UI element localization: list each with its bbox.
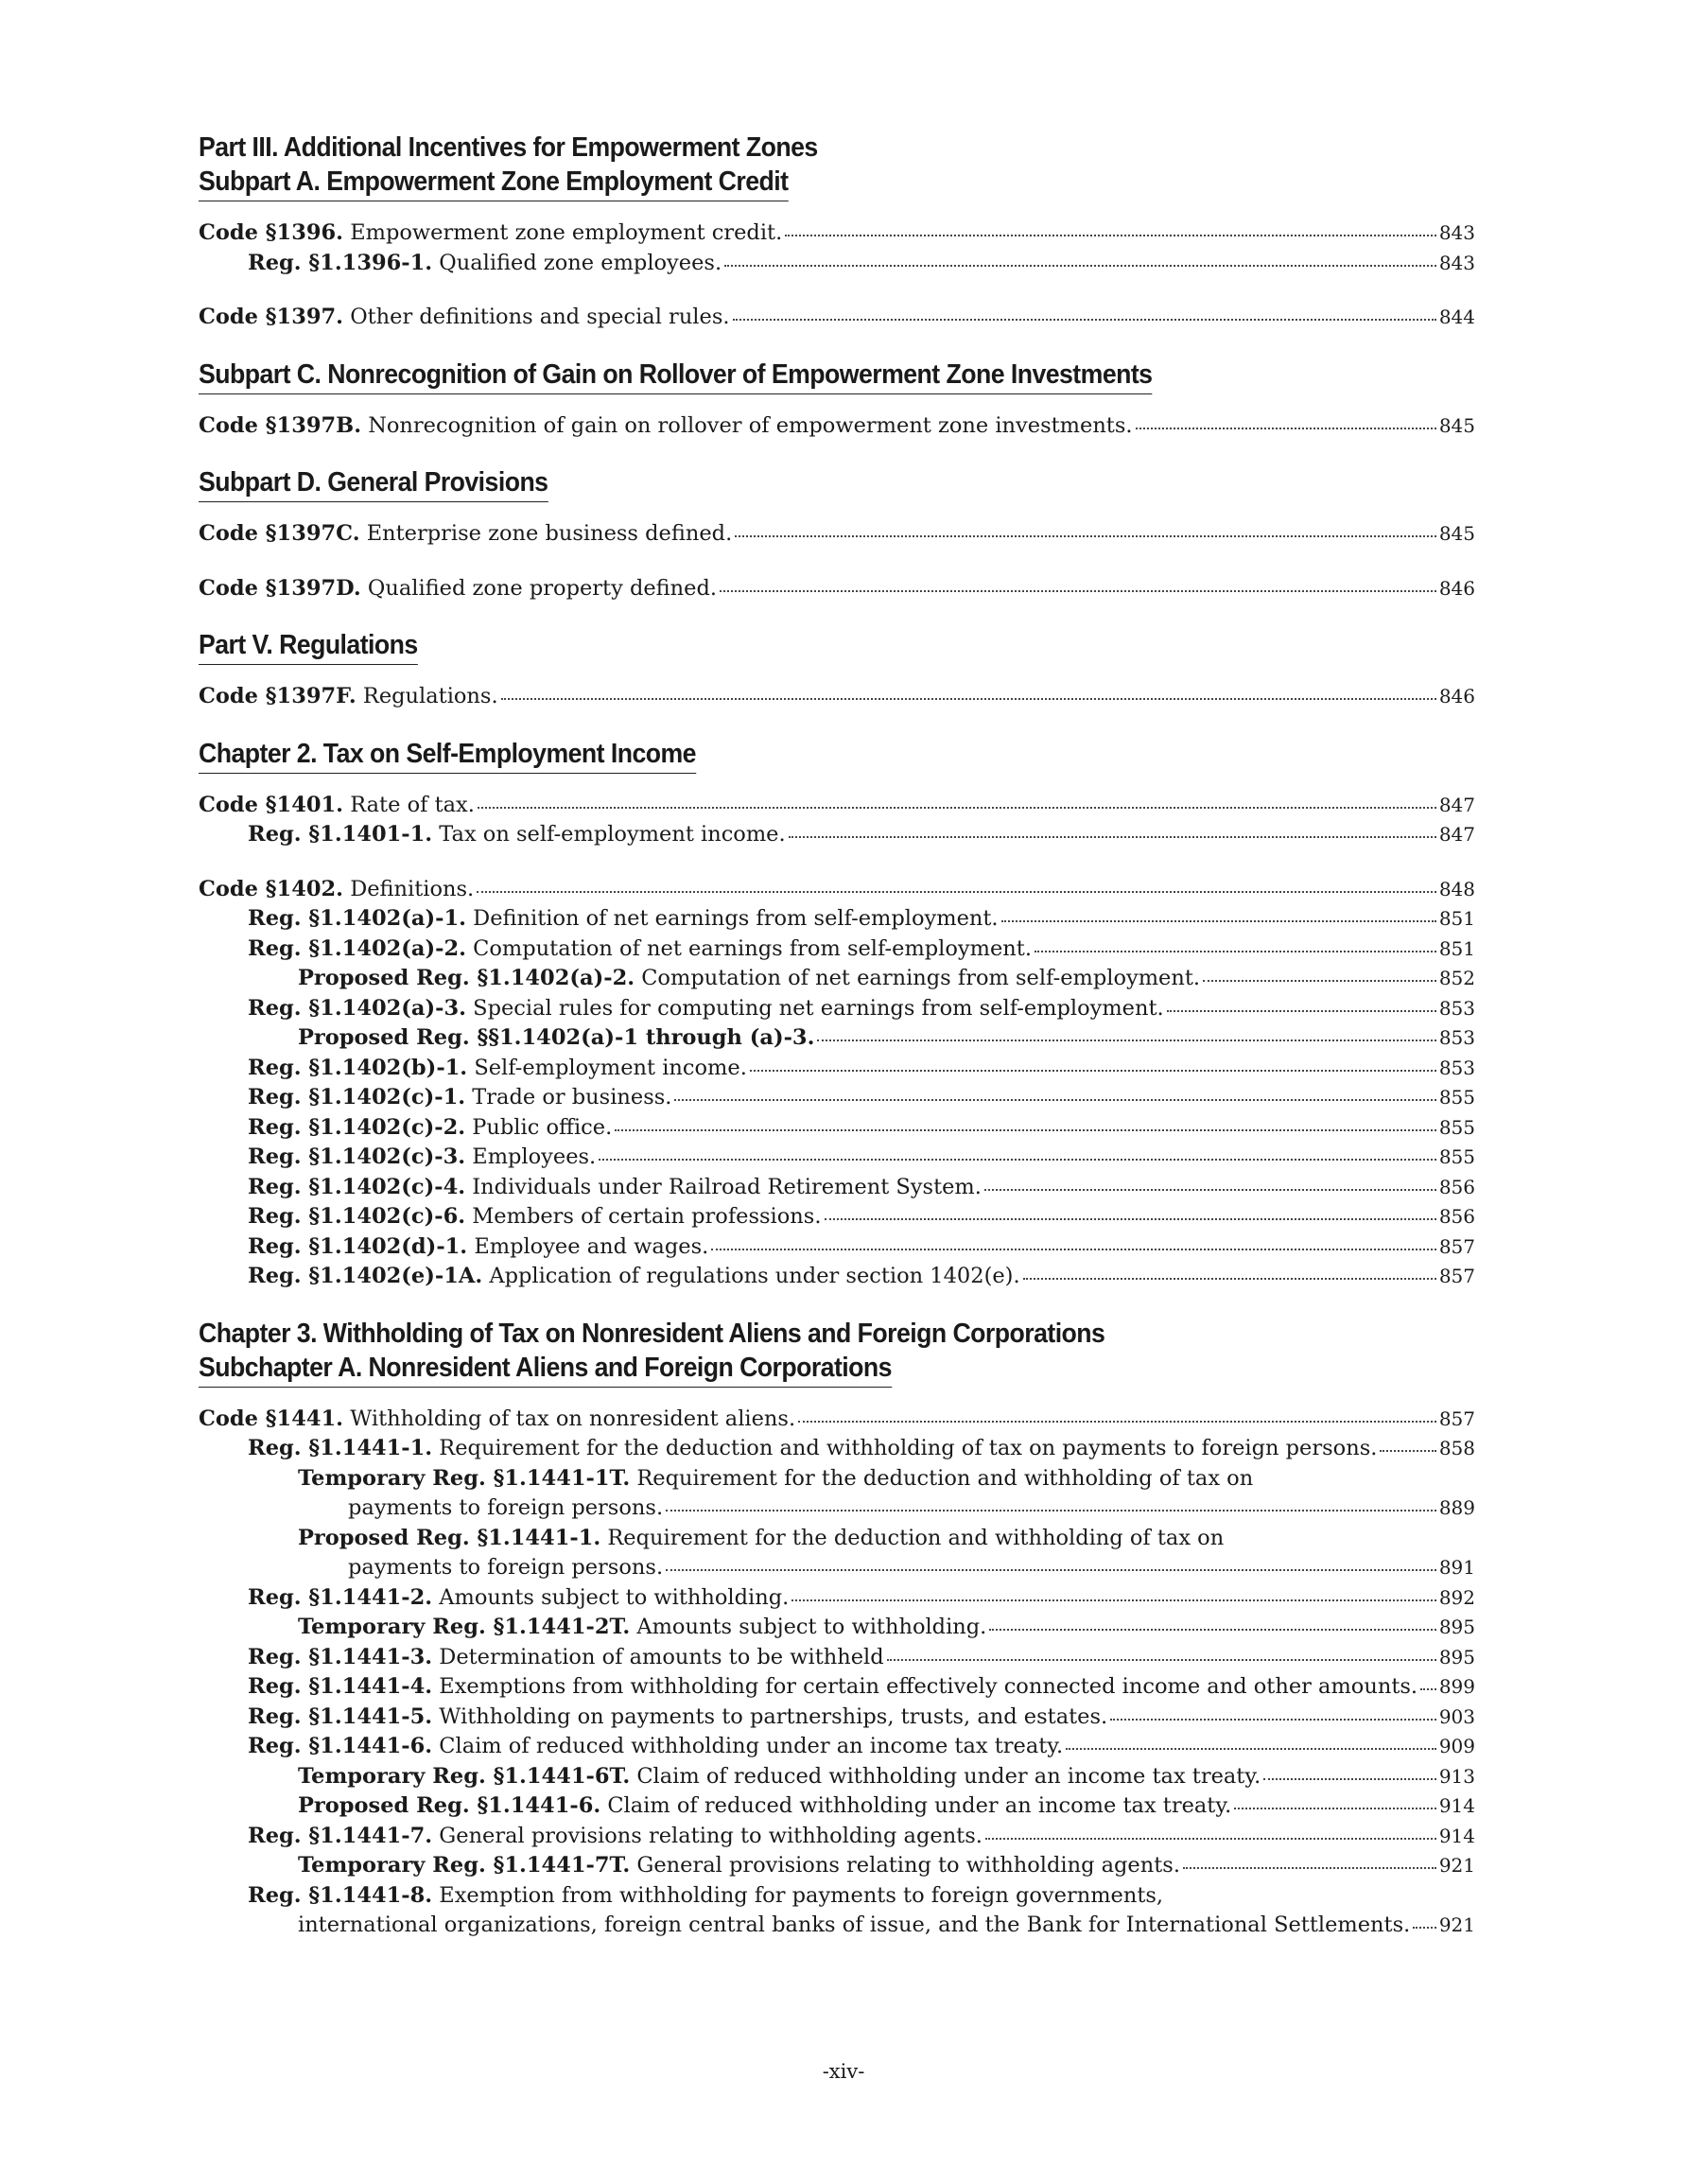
dot-leader [989,1615,1435,1634]
entry-citation: Temporary Reg. §1.1441-2T. [298,1615,631,1639]
entry-citation: Reg. §1.1441-4. [248,1674,433,1699]
entry-title [248,1054,747,1084]
entry-citation: Reg. §1.1441-8. [248,1882,433,1908]
entry-citation: Proposed Reg. §1.1441-1. [298,1525,601,1550]
entry-title [248,1113,612,1144]
toc-entry[interactable] [199,1643,1475,1673]
page-ref: 858 [1438,1437,1475,1459]
entry-description: Special rules for computing net earnings from self-employment. [473,995,1164,1021]
page-number: -xiv- [822,2060,865,2083]
toc-entry[interactable] [199,519,1475,550]
page-ref: 903 [1438,1704,1475,1728]
entry-description: Tax on self-employment income. [439,822,786,847]
entry-citation: Reg. §1.1402(a)-1. [248,906,466,931]
entry-title [199,411,1133,442]
heading-text: Subpart D. General Provisions [199,465,548,502]
page-ref: 852 [1438,967,1475,989]
entry-description: Public office. [472,1114,613,1140]
entry-description: Claim of reduced withholding under an income tax treaty. [439,1734,1064,1758]
entry-description: Requirement for the deduction and withholding of tax on [636,1465,1254,1491]
entry-title [199,574,717,604]
toc-entry[interactable] [199,1762,1475,1792]
heading-line [199,358,1373,394]
entry-title [199,875,474,905]
entry-title [248,1672,1417,1703]
entry-citation: Reg. §1.1402(d)-1. [248,1233,468,1259]
entry-title [199,682,498,712]
dot-leader [1035,936,1436,955]
section-heading [199,737,1475,774]
entry-title [248,1083,671,1113]
entry-group [199,875,1475,1292]
entry-description: Amounts subject to withholding. [439,1584,790,1610]
entry-title [248,1143,596,1173]
entry-description: Employees. [472,1144,597,1169]
dot-leader [1167,996,1436,1015]
page-ref: 899 [1438,1675,1475,1698]
page-ref: 851 [1438,907,1475,930]
toc-entry-continued[interactable] [199,1911,1475,1941]
toc-section [199,131,1475,333]
entry-citation: Reg. §1.1402(a)-3. [248,995,466,1021]
entry-title [248,1643,884,1673]
page-ref: 855 [1438,1145,1475,1168]
entry-group [199,682,1475,712]
page-ref: 856 [1438,1175,1475,1198]
entry-citation: Reg. §1.1401-1. [248,822,433,847]
toc-entry[interactable] [199,791,1475,821]
page-ref: 843 [1438,251,1475,274]
page-ref: 889 [1438,1496,1475,1519]
page-ref: 892 [1438,1585,1475,1609]
toc-entry[interactable] [199,1791,1475,1822]
toc-entry[interactable] [199,1822,1475,1852]
page-ref: 921 [1438,1854,1475,1877]
dot-leader [501,684,1436,703]
entry-citation: Reg. §1.1441-6. [248,1734,433,1758]
entry-citation: Reg. §1.1441-1. [248,1436,433,1460]
toc-entry[interactable] [199,1613,1475,1643]
entry-description: Exemption from withholding for payments to foreign governments, [439,1882,1164,1908]
page-ref: 848 [1438,877,1475,900]
entry-description: Self-employment income. [474,1055,747,1080]
entry-title [248,1262,1020,1292]
toc-entry[interactable] [199,1202,1475,1232]
entry-citation: Temporary Reg. §1.1441-6T. [298,1763,631,1789]
page-ref: 847 [1438,793,1475,816]
entry-title [298,1613,986,1643]
dot-leader [984,1175,1436,1194]
toc-entry[interactable] [199,904,1475,935]
heading-text: Chapter 2. Tax on Self-Employment Income [199,737,696,774]
entry-title [248,1822,983,1852]
toc-entry[interactable] [199,994,1475,1024]
entry-title [248,249,722,279]
section-heading [199,1317,1475,1388]
section-heading [199,465,1475,502]
page-ref: 851 [1438,936,1475,960]
entry-description: Trade or business. [472,1085,672,1109]
heading-text: Part III. Additional Incentives for Empowerment Zones [199,132,818,163]
page-ref: 853 [1438,1056,1475,1079]
entry-title [248,935,1032,965]
toc-entry[interactable] [199,1173,1475,1203]
entry-citation: Code §1397. [199,305,344,329]
entry-description: General provisions relating to withholding agents. [439,1823,983,1848]
heading-line [199,1317,1373,1351]
entry-description: Withholding on payments to partnerships, trusts, and estates. [439,1704,1108,1729]
toc-entry[interactable] [199,1703,1475,1733]
dot-leader [599,1144,1436,1163]
dot-leader [817,1025,1435,1044]
dot-leader [1110,1704,1436,1723]
entry-description: Exemptions from withholding for certain effectively connected income and other amounts. [439,1674,1418,1699]
dot-leader [478,793,1436,812]
heading-text: Subpart C. Nonrecognition of Gain on Rollover of Empowerment Zone Investments [199,358,1152,394]
heading-text: Part V. Regulations [199,628,418,665]
page-ref: 895 [1438,1645,1475,1669]
section-heading [199,628,1475,665]
entry-citation: Reg. §1.1402(b)-1. [248,1055,468,1080]
heading-text: Subchapter A. Nonresident Aliens and Foreign Corporations [199,1351,892,1388]
entry-description: Members of certain professions. [472,1204,822,1229]
entry-title [199,519,732,550]
entry-citation: Reg. §1.1441-3. [248,1644,433,1669]
entry-description: Enterprise zone business defined. [366,521,733,546]
toc-entry[interactable] [199,1262,1475,1292]
heading-text: Chapter 3. Withholding of Tax on Nonresident Aliens and Foreign Corporations [199,1318,1105,1349]
toc-entry[interactable] [199,1405,1475,1435]
entry-citation: Code §1441. [199,1406,344,1431]
entry-citation: Code §1402. [199,876,344,901]
entry-citation: Code §1396. [199,220,344,245]
entry-description: Requirement for the deduction and withholding of tax on payments to foreign persons. [439,1436,1378,1460]
page-ref: 855 [1438,1086,1475,1109]
dot-leader [1023,1264,1436,1283]
page-ref: 845 [1438,413,1475,437]
dot-leader [720,576,1436,595]
entry-title [298,1023,814,1054]
entry-group [199,791,1475,850]
toc-entry-continued[interactable] [199,1494,1475,1524]
heading-text: Subpart A. Empowerment Zone Employment Credit [199,165,788,201]
entry-citation: Reg. §1.1402(c)-6. [248,1204,466,1229]
entry-title [248,1202,822,1232]
entry-description: international organizations, foreign central banks of issue, and the Bank for International Settlements. [298,1913,1411,1937]
entry-citation: Code §1397C. [199,521,360,546]
heading-line [199,1351,1373,1388]
toc-entry[interactable] [199,1083,1475,1113]
page-ref: 846 [1438,685,1475,708]
entry-citation: Code §1397D. [199,575,361,601]
entry-citation: Reg. §1.1402(c)-3. [248,1144,466,1169]
entry-description: General provisions relating to withholding agents. [636,1853,1180,1878]
toc-entry[interactable] [199,1113,1475,1144]
page-ref: 895 [1438,1616,1475,1638]
dot-leader [615,1115,1436,1134]
entry-description: Requirement for the deduction and withholding of tax on [607,1525,1225,1550]
toc-entry[interactable] [199,1851,1475,1881]
toc-entry[interactable] [199,1023,1475,1054]
entry-citation: Temporary Reg. §1.1441-1T. [298,1465,631,1491]
section-heading [199,131,1475,201]
page-ref: 855 [1438,1115,1475,1139]
entry-description: Other definitions and special rules. [350,305,730,329]
page-ref: 846 [1438,576,1475,600]
entry-citation: Reg. §1.1441-7. [248,1823,433,1848]
toc-entry[interactable] [199,218,1475,249]
page-ref: 914 [1438,1794,1475,1817]
dot-leader [825,1204,1436,1223]
dot-leader [1183,1853,1436,1872]
toc-entry[interactable] [199,1464,1475,1494]
toc-section [199,465,1475,603]
toc-entry[interactable] [199,1434,1475,1464]
entry-description: Qualified zone property defined. [367,575,718,601]
toc-section [199,628,1475,712]
dot-leader [750,1056,1436,1075]
dot-leader [666,1555,1436,1574]
entry-citation: Reg. §1.1441-2. [248,1584,433,1610]
dot-leader [1420,1674,1436,1693]
dot-leader [789,822,1436,841]
entry-title [248,1434,1377,1464]
toc-section [199,737,1475,1292]
toc-entry[interactable] [199,574,1475,604]
page-ref: 909 [1438,1735,1475,1757]
toc-section [199,358,1475,442]
entry-title [248,1881,1163,1912]
entry-title [298,1851,1180,1881]
page-ref: 857 [1438,1234,1475,1258]
page-ref: 845 [1438,522,1475,545]
dot-leader [798,1406,1436,1425]
entry-title [248,820,786,850]
dot-leader [674,1085,1435,1104]
dot-leader [724,251,1436,270]
entry-title [298,1791,1231,1822]
dot-leader [1136,413,1436,432]
entry-description: payments to foreign persons. [348,1495,664,1520]
entry-citation: Reg. §1.1402(a)-2. [248,935,466,961]
entry-description: Claim of reduced withholding under an income tax treaty. [607,1793,1232,1818]
dot-leader [1066,1734,1436,1753]
toc-entry[interactable] [199,1524,1475,1554]
toc-entry[interactable] [199,682,1475,712]
entry-description: Individuals under Railroad Retirement System. [472,1174,982,1199]
entry-citation: Reg. §1.1402(c)-2. [248,1114,466,1140]
page-ref: 913 [1438,1764,1475,1788]
entry-title [248,994,1164,1024]
dot-leader [1263,1764,1436,1783]
entry-group [199,1405,1475,1941]
dot-leader [666,1495,1436,1514]
entry-description: Application of regulations under section 1402(e). [489,1264,1020,1288]
page-ref: 891 [1438,1556,1475,1579]
page-ref: 847 [1438,823,1475,846]
entry-citation: Code §1397B. [199,412,362,438]
page-ref: 857 [1438,1265,1475,1287]
page-ref: 853 [1438,1026,1475,1049]
toc-entry[interactable] [199,1143,1475,1173]
toc-entry[interactable] [199,303,1475,333]
entry-description: Nonrecognition of gain on rollover of empowerment zone investments. [368,412,1133,438]
entry-citation: Proposed Reg. §1.1441-6. [298,1793,601,1818]
entry-title [248,1732,1063,1762]
entry-title [298,1762,1261,1792]
entry-citation: Proposed Reg. §§1.1402(a)-1 through (a)-3. [298,1025,815,1050]
toc-entry[interactable] [199,1881,1475,1912]
heading-line [199,465,1373,502]
entry-citation: Reg. §1.1402(c)-1. [248,1085,466,1109]
dot-leader [785,220,1436,239]
entry-citation: Reg. §1.1441-5. [248,1704,433,1729]
dot-leader [1413,1913,1436,1931]
heading-line [199,737,1373,774]
entry-title [248,1703,1107,1733]
entry-description: Empowerment zone employment credit. [350,220,783,245]
entry-description: Rate of tax. [350,792,475,817]
heading-line [199,628,1373,665]
entry-description: Definitions. [350,876,475,901]
entry-citation: Reg. §1.1402(c)-4. [248,1174,466,1199]
dot-leader [791,1585,1436,1604]
dot-leader [985,1824,1436,1843]
entry-description: Claim of reduced withholding under an income tax treaty. [636,1763,1261,1789]
entry-description: Determination of amounts to be withheld [439,1644,884,1669]
toc-entry[interactable] [199,820,1475,850]
entry-title [248,1583,789,1614]
entry-citation: Reg. §1.1402(e)-1A. [248,1264,483,1288]
dot-leader [1234,1793,1436,1812]
dot-leader [735,521,1436,540]
dot-leader [1203,966,1436,985]
heading-line [199,131,1373,165]
entry-description: Regulations. [362,684,498,708]
entry-group [199,411,1475,442]
entry-citation: Temporary Reg. §1.1441-7T. [298,1853,631,1878]
entry-group [199,303,1475,333]
toc-entry[interactable] [199,875,1475,905]
page-ref: 914 [1438,1824,1475,1847]
entry-title [199,303,730,333]
toc-entry-continued[interactable] [199,1553,1475,1583]
dot-leader [1380,1436,1435,1455]
entry-description: Computation of net earnings from self-employment. [473,935,1032,961]
toc-entry[interactable] [199,964,1475,994]
toc-section [199,1317,1475,1941]
page-ref: 857 [1438,1406,1475,1430]
entry-description: Withholding of tax on nonresident aliens. [350,1406,796,1431]
toc-entry[interactable] [199,1672,1475,1703]
entry-description: payments to foreign persons. [348,1555,664,1580]
entry-description: Amounts subject to withholding. [636,1615,987,1639]
dot-leader [1001,906,1436,925]
page-ref: 921 [1438,1913,1475,1936]
toc-entry[interactable] [199,411,1475,442]
entry-title [199,218,782,249]
entry-citation: Proposed Reg. §1.1402(a)-2. [298,966,635,990]
page-ref: 844 [1438,306,1475,328]
dot-leader [711,1234,1436,1253]
toc-entry[interactable] [199,1583,1475,1614]
entry-citation: Code §1397F. [199,684,357,708]
entry-title [298,1524,1224,1554]
dot-leader [477,877,1436,896]
toc-page [199,131,1475,1966]
dot-leader [887,1645,1436,1664]
entry-description: Computation of net earnings from self-employment. [641,966,1201,990]
toc-entry[interactable] [199,249,1475,279]
entry-citation: Code §1401. [199,792,344,817]
dot-leader [733,305,1436,323]
section-heading [199,358,1475,394]
entry-title [199,1405,795,1435]
entry-title [199,791,475,821]
entry-title [298,964,1200,994]
page-ref: 853 [1438,996,1475,1020]
entry-description: Definition of net earnings from self-employment. [473,906,999,931]
entry-group [199,218,1475,278]
entry-citation: Reg. §1.1396-1. [248,250,433,275]
entry-title [248,1232,708,1263]
entry-group [199,574,1475,604]
toc-entry[interactable] [199,935,1475,965]
toc-entry[interactable] [199,1054,1475,1084]
entry-description: Qualified zone employees. [439,250,722,275]
heading-line [199,165,1373,201]
page-ref: 843 [1438,221,1475,244]
toc-entry[interactable] [199,1732,1475,1762]
entry-title [298,1464,1253,1494]
entry-title [248,904,999,935]
page-ref: 856 [1438,1205,1475,1228]
entry-title [248,1173,982,1203]
toc-entry[interactable] [199,1232,1475,1263]
entry-description: Employee and wages. [474,1233,709,1259]
entry-group [199,519,1475,550]
